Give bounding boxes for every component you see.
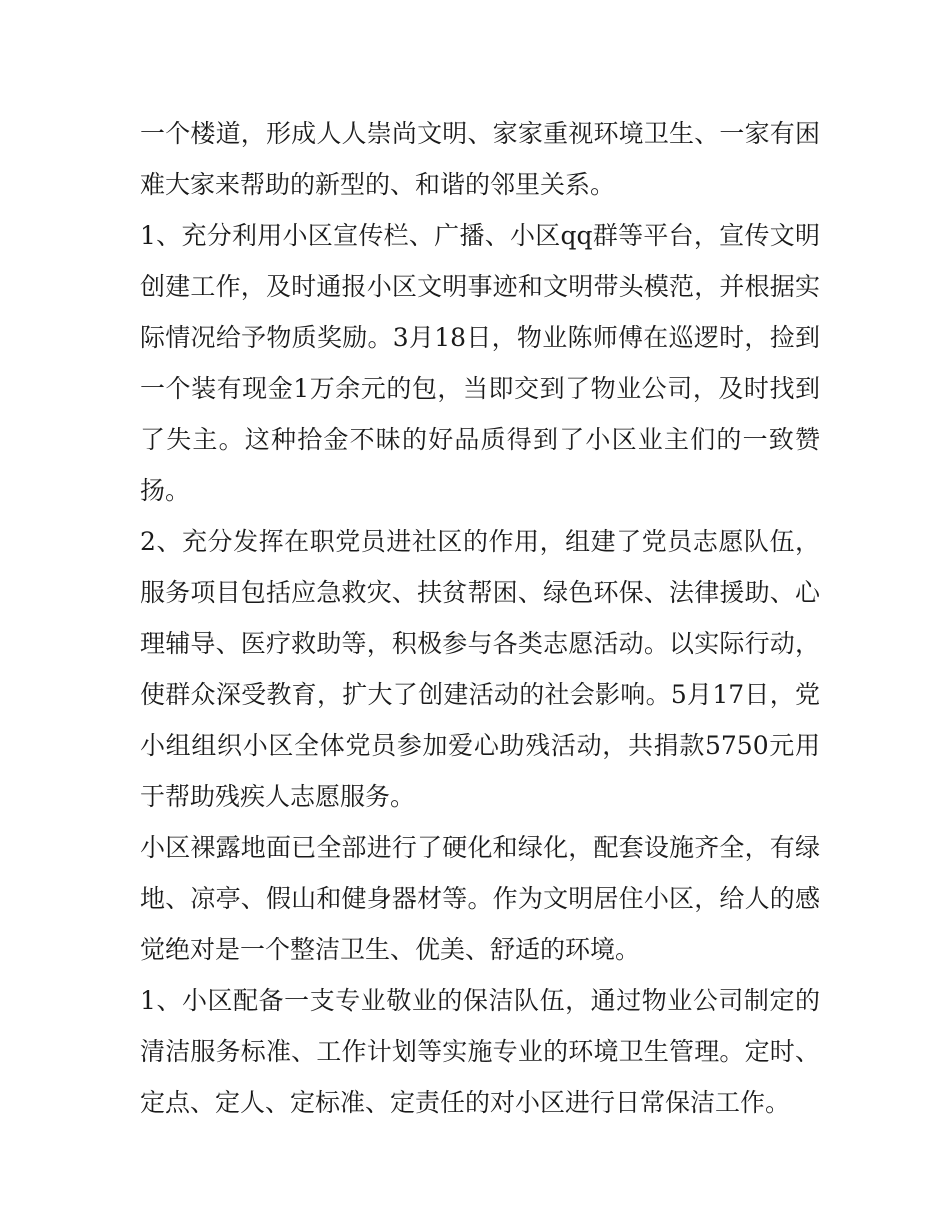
- paragraph-cleaning-team: 1、小区配备一支专业敬业的保洁队伍，通过物业公司制定的清洁服务标准、工作计划等实施专业的环境卫生管理。定时、定点、定人、定标准、定责任的对小区进行日常保洁工作。: [140, 986, 820, 1117]
- document-body: [140, 108, 820, 1128]
- paragraph-publicity-platforms: 1、充分利用小区宣传栏、广播、小区qq群等平台，宣传文明创建工作，及时通报小区文明事迹和文明带头模范，并根据实际情况给予物质奖励。3月18日，物业陈师傅在巡逻时，捡到一个装有现金1万余元的包，当即交到了物业公司，及时找到了失主。这种拾金不昧的好品质得到了小区业主们的一致赞扬。: [140, 221, 820, 505]
- paragraph-neighborhood-relations: 一个楼道，形成人人崇尚文明、家家重视环境卫生、一家有困难大家来帮助的新型的、和谐的邻里关系。: [140, 119, 820, 199]
- paragraph-party-volunteers: 2、充分发挥在职党员进社区的作用，组建了党员志愿队伍，服务项目包括应急救灾、扶贫帮困、绿色环保、法律援助、心理辅导、医疗救助等，积极参与各类志愿活动。以实际行动，使群众深受教育，扩大了创建活动的社会影响。5月17日，党小组组织小区全体党员参加爱心助残活动，共捐款5750元用于帮助残疾人志愿服务。: [140, 527, 820, 811]
- paragraph-greening-facilities: 小区裸露地面已全部进行了硬化和绿化，配套设施齐全，有绿地、凉亭、假山和健身器材等。作为文明居住小区，给人的感觉绝对是一个整洁卫生、优美、舒适的环境。: [140, 833, 820, 964]
